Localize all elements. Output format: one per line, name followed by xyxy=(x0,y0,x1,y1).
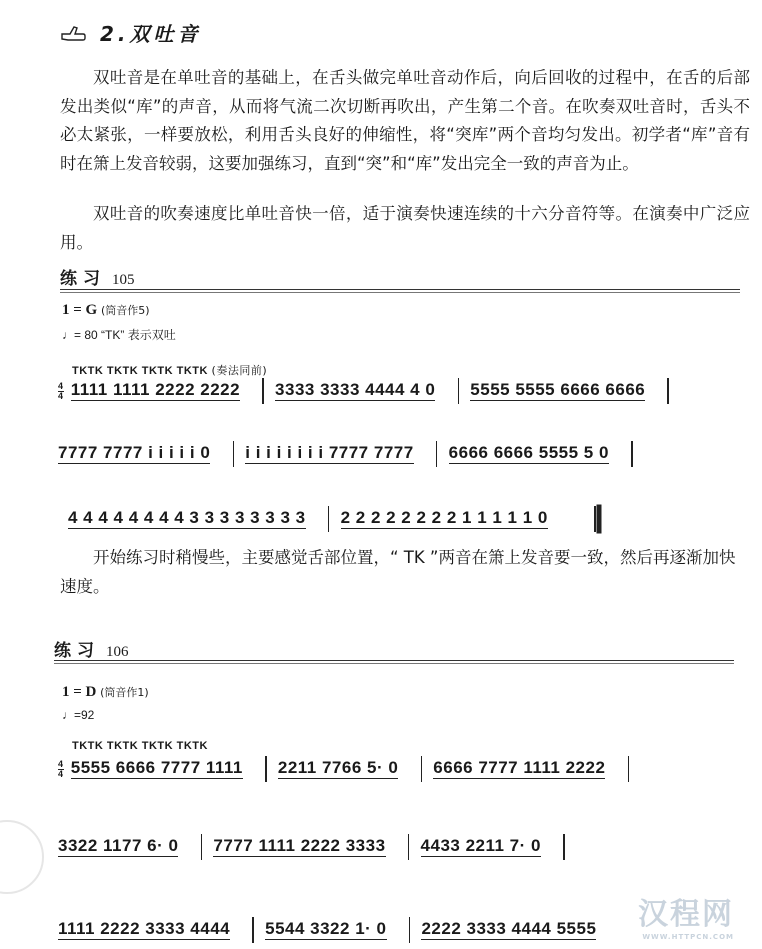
measure: 7777 7777 i i i i i 0 xyxy=(58,443,211,463)
bar-line xyxy=(421,756,423,782)
bar-line xyxy=(563,834,565,860)
bar-line xyxy=(667,378,669,404)
bar-line xyxy=(233,441,235,467)
articulation-marks xyxy=(72,362,267,378)
intro-paragraph-2: 双吐音的吹奏速度比单吐音快一倍，适于演奏快速连续的十六分音符等。在演奏中广泛应用。 xyxy=(60,204,750,252)
final-bar-line xyxy=(594,506,596,532)
measure: 1111 1111 2222 2222 xyxy=(70,380,241,400)
tempo-value: ♩= 80 xyxy=(62,328,98,342)
measure: 5555 5555 6666 6666 xyxy=(470,380,646,400)
tempo-value: ♩=92 xyxy=(62,708,95,722)
staff-line xyxy=(58,756,635,782)
articulation-text: TKTK TKTK TKTK TKTK xyxy=(72,740,208,752)
intro-paragraph-1: 双吐音是在单吐音的基础上，在舌头做完单吐音动作后，向后回收的过程中，在舌的后部发出类似“库”的声音，从而将气流二次切断再吹出，产生第二个音。在吹奏双吐音时，舌头不必太紧张，一样要放松，利用舌头良好的伸缩性，将“突库”两个音均匀发出。初学者“库”音有时在箫上发音较弱，这要加强练习，直到“突”和“库”发出完全一致的声音为止。 xyxy=(60,68,750,173)
staff-line xyxy=(58,917,607,943)
watermark-sub: WWW.HTTPCN.COM xyxy=(642,933,734,941)
exercise-106-title xyxy=(54,636,129,661)
key-signature xyxy=(62,684,149,701)
section-rule xyxy=(60,289,740,293)
exercise-label: 练习 xyxy=(54,641,100,661)
measure: 3322 1177 6· 0 xyxy=(58,836,179,856)
measure: 5555 6666 7777 1111 xyxy=(70,758,243,778)
watermark xyxy=(638,889,734,941)
measure: 2222 3333 4444 5555 xyxy=(421,919,597,939)
bar-line xyxy=(265,756,267,782)
bar-line xyxy=(631,441,633,467)
measure: 5544 3322 1· 0 xyxy=(265,919,387,939)
tempo-marking xyxy=(62,708,94,722)
staff-line xyxy=(58,834,571,860)
measure: 6666 7777 1111 2222 xyxy=(433,758,606,778)
time-signature: $\frac{4}{4}$ xyxy=(58,758,64,779)
key-value: 1 = G xyxy=(62,302,98,318)
page-curl-decoration xyxy=(0,820,44,894)
key-signature xyxy=(62,302,150,319)
key-value: 1 = D xyxy=(62,684,97,700)
articulation-note: (奏法同前) xyxy=(211,364,268,377)
section-title: 2.双吐音 xyxy=(100,22,202,46)
practice-note: 开始练习时稍慢些，主要感觉舌部位置，“ TK ”两音在箫上发音要一致，然后再逐渐加快速度。 xyxy=(60,548,736,596)
staff-line xyxy=(58,441,639,467)
bar-line xyxy=(262,378,264,404)
time-signature: $\frac{4}{4}$ xyxy=(58,380,64,401)
articulation-marks xyxy=(72,740,208,752)
pointing-hand-icon xyxy=(60,22,86,44)
key-note: (筒音作5) xyxy=(100,304,150,317)
exercise-label: 练习 xyxy=(60,269,106,289)
articulation-text: TKTK TKTK TKTK TKTK xyxy=(72,365,208,377)
bar-line xyxy=(252,917,254,943)
section-rule xyxy=(54,660,734,664)
measure: 6666 6666 5555 5 0 xyxy=(448,443,609,463)
staff-line xyxy=(58,378,675,404)
bar-line xyxy=(628,756,630,782)
measure: 2211 7766 5· 0 xyxy=(277,758,399,778)
exercise-number: 106 xyxy=(106,644,129,660)
measure: 2 2 2 2 2 2 2 2 1 1 1 1 1 0 xyxy=(340,508,548,528)
measure: 4433 2211 7· 0 xyxy=(420,836,541,856)
bar-line xyxy=(436,441,438,467)
bar-line xyxy=(201,834,203,860)
bar-line xyxy=(328,506,330,532)
bar-line xyxy=(458,378,460,404)
tempo-marking xyxy=(62,326,176,343)
exercise-105-title xyxy=(60,264,135,289)
measure: 3333 3333 4444 4 0 xyxy=(275,380,436,400)
tempo-note: “TK” 表示双吐 xyxy=(101,328,176,342)
section-heading xyxy=(60,18,202,47)
watermark-text: 汉程网 xyxy=(638,897,734,932)
measure: 4 4 4 4 4 4 4 4 3 3 3 3 3 3 3 3 xyxy=(68,508,306,528)
bar-line xyxy=(409,917,411,943)
exercise-number: 105 xyxy=(112,272,135,288)
measure: i i i i i i i i 7777 7777 xyxy=(245,443,414,463)
measure: 7777 1111 2222 3333 xyxy=(213,836,386,856)
key-note: (筒音作1) xyxy=(100,686,149,699)
staff-line xyxy=(68,506,596,532)
bar-line xyxy=(408,834,410,860)
measure: 1111 2222 3333 4444 xyxy=(58,919,231,939)
